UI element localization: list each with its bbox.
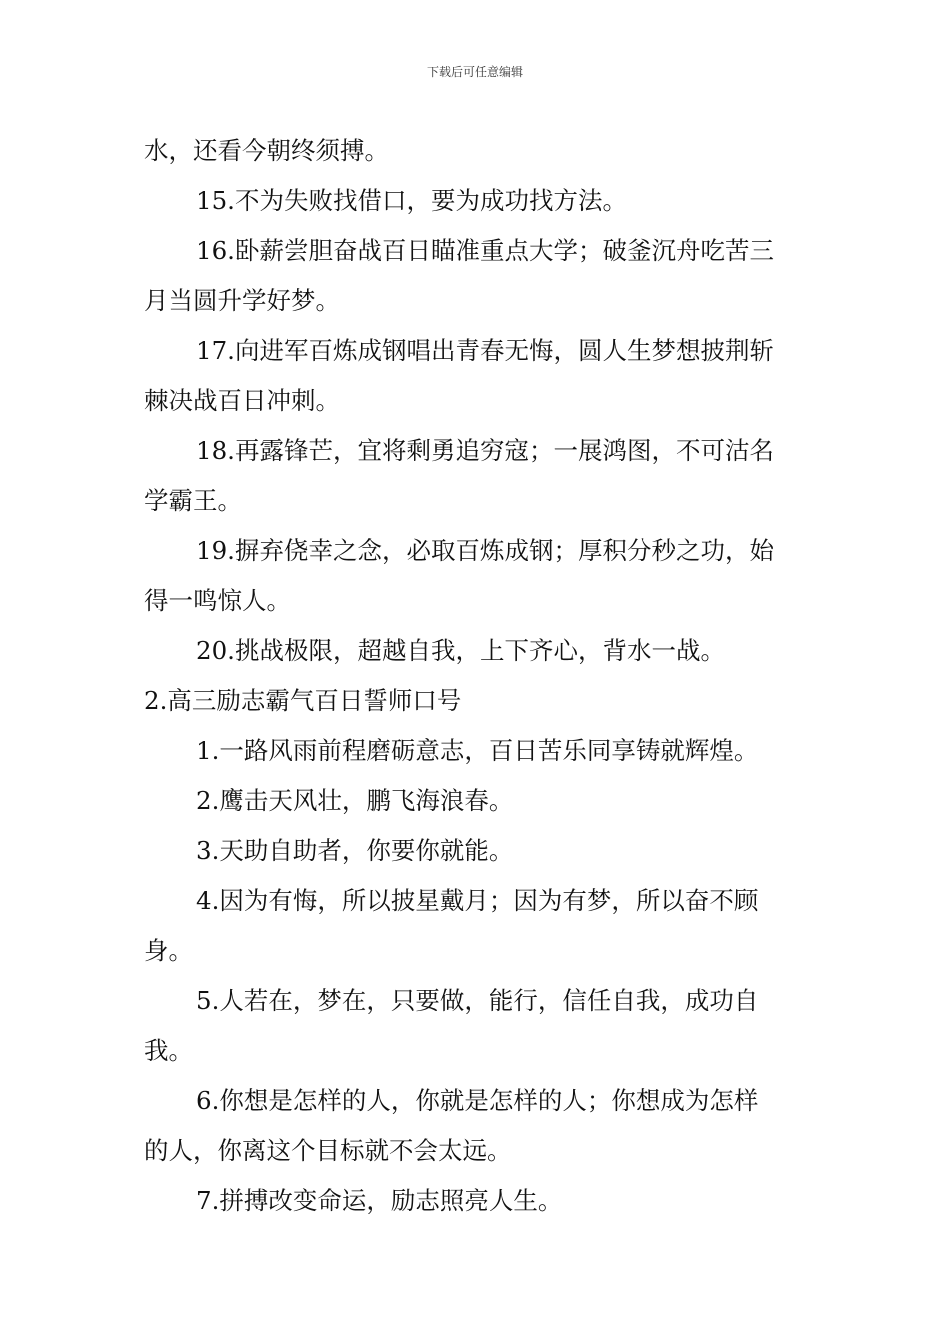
text-line: 16.卧薪尝胆奋战百日瞄准重点大学；破釜沉舟吃苦三	[196, 236, 774, 265]
section-heading: 2.高三励志霸气百日誓师口号	[144, 686, 462, 715]
text-line: 月当圆升学好梦。	[144, 286, 340, 315]
text-line: 的人，你离这个目标就不会太远。	[144, 1136, 512, 1165]
text-line: 4.因为有悔，所以披星戴月；因为有梦，所以奋不顾	[196, 886, 759, 915]
text-line: 2.鹰击天风壮，鹏飞海浪春。	[196, 786, 514, 815]
page-header: 下载后可任意编辑	[426, 65, 523, 79]
text-line: 棘决战百日冲刺。	[144, 386, 340, 415]
text-line: 学霸王。	[144, 486, 242, 515]
text-line: 19.摒弃侥幸之念，必取百炼成钢；厚积分秒之功，始	[196, 536, 774, 565]
text-line: 7.拼搏改变命运，励志照亮人生。	[196, 1186, 563, 1215]
text-line: 5.人若在，梦在，只要做，能行，信任自我，成功自	[196, 986, 759, 1015]
text-line: 3.天助自助者，你要你就能。	[196, 836, 514, 865]
text-line: 17.向进军百炼成钢唱出青春无悔，圆人生梦想披荆斩	[196, 336, 774, 365]
text-line: 15.不为失败找借口，要为成功找方法。	[196, 186, 627, 215]
text-line: 18.再露锋芒，宜将剩勇追穷寇；一展鸿图，不可沽名	[196, 436, 774, 465]
text-line: 水，还看今朝终须搏。	[144, 136, 389, 165]
text-line: 6.你想是怎样的人，你就是怎样的人；你想成为怎样	[196, 1086, 759, 1115]
text-line: 得一鸣惊人。	[144, 586, 291, 615]
text-line: 1.一路风雨前程磨砺意志，百日苦乐同享铸就辉煌。	[196, 736, 759, 765]
text-line: 我。	[144, 1036, 193, 1065]
text-line: 20.挑战极限，超越自我，上下齐心，背水一战。	[196, 636, 725, 665]
document-body	[144, 126, 808, 1226]
text-line: 身。	[144, 936, 193, 965]
